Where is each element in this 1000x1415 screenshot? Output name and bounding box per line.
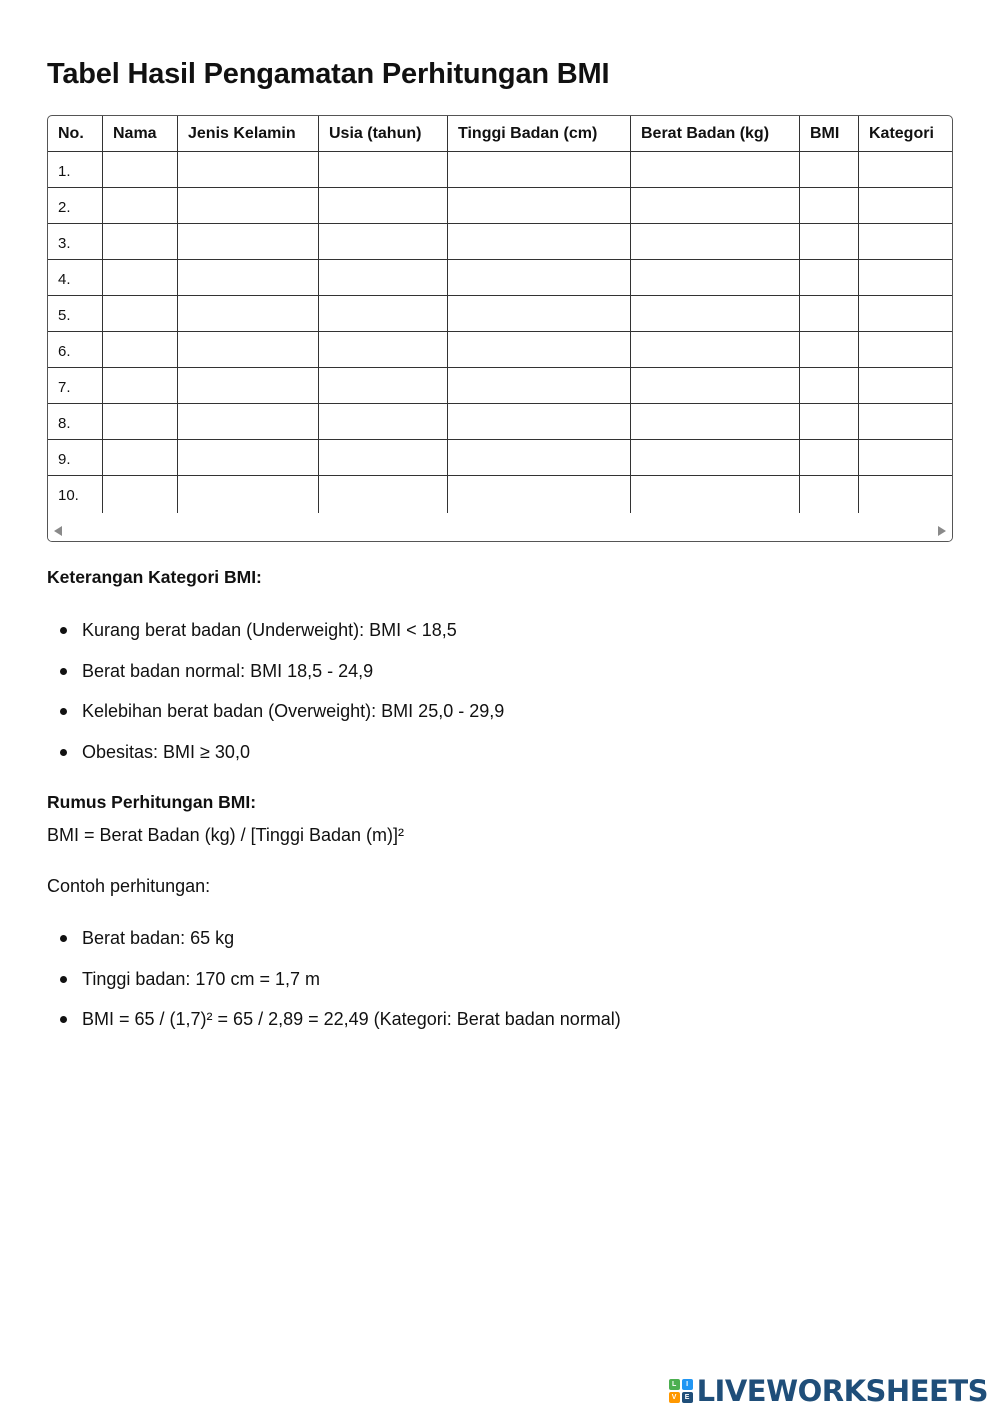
- cell-jenis-kelamin[interactable]: [178, 188, 319, 224]
- list-item: Berat badan normal: BMI 18,5 - 24,9: [47, 660, 504, 701]
- cell-nama[interactable]: [103, 152, 178, 188]
- cell-bmi[interactable]: [800, 188, 859, 224]
- cell-bmi[interactable]: [800, 440, 859, 476]
- list-item: Kurang berat badan (Underweight): BMI < 18,5: [47, 619, 504, 660]
- contoh-intro: Contoh perhitungan:: [47, 876, 211, 896]
- rumus-heading: Rumus Perhitungan BMI:: [47, 792, 257, 812]
- cell-tinggi-badan[interactable]: [448, 404, 631, 440]
- logo-text: LIVEWORKSHEETS: [696, 1374, 988, 1408]
- cell-tinggi-badan[interactable]: [448, 332, 631, 368]
- cell-tinggi-badan[interactable]: [448, 296, 631, 332]
- logo-mark-cell: V: [669, 1392, 680, 1403]
- cell-usia[interactable]: [319, 296, 448, 332]
- table-row: [48, 404, 954, 440]
- cell-bmi[interactable]: [800, 260, 859, 296]
- cell-jenis-kelamin[interactable]: [178, 260, 319, 296]
- cell-kategori[interactable]: [859, 224, 954, 260]
- cell-no: 8.: [48, 404, 103, 440]
- header-usia: Usia (tahun): [319, 116, 448, 152]
- cell-no: 1.: [48, 152, 103, 188]
- cell-usia[interactable]: [319, 152, 448, 188]
- cell-bmi[interactable]: [800, 368, 859, 404]
- cell-berat-badan[interactable]: [631, 188, 800, 224]
- header-nama: Nama: [103, 116, 178, 152]
- table-body: [48, 152, 954, 513]
- cell-usia[interactable]: [319, 224, 448, 260]
- cell-berat-badan[interactable]: [631, 152, 800, 188]
- cell-berat-badan[interactable]: [631, 368, 800, 404]
- cell-bmi[interactable]: [800, 152, 859, 188]
- cell-kategori[interactable]: [859, 152, 954, 188]
- list-item: Tinggi badan: 170 cm = 1,7 m: [47, 968, 621, 1009]
- table-row: [48, 188, 954, 224]
- cell-usia[interactable]: [319, 476, 448, 513]
- header-kategori: Kategori: [859, 116, 954, 152]
- cell-no: 9.: [48, 440, 103, 476]
- contoh-list: [47, 927, 621, 1049]
- table-row: [48, 224, 954, 260]
- cell-bmi[interactable]: [800, 224, 859, 260]
- cell-tinggi-badan[interactable]: [448, 368, 631, 404]
- cell-kategori[interactable]: [859, 404, 954, 440]
- table-header-row: [48, 116, 954, 152]
- cell-nama[interactable]: [103, 440, 178, 476]
- liveworksheets-logo: [669, 1374, 988, 1408]
- logo-mark-icon: [669, 1379, 693, 1403]
- table-row: [48, 296, 954, 332]
- header-no: No.: [48, 116, 103, 152]
- table-row: [48, 332, 954, 368]
- list-item: Obesitas: BMI ≥ 30,0: [47, 741, 504, 782]
- cell-tinggi-badan[interactable]: [448, 440, 631, 476]
- cell-jenis-kelamin[interactable]: [178, 224, 319, 260]
- cell-tinggi-badan[interactable]: [448, 188, 631, 224]
- cell-usia[interactable]: [319, 260, 448, 296]
- rumus-formula: BMI = Berat Badan (kg) / [Tinggi Badan (m)]²: [47, 825, 404, 845]
- cell-nama[interactable]: [103, 368, 178, 404]
- cell-jenis-kelamin[interactable]: [178, 296, 319, 332]
- cell-tinggi-badan[interactable]: [448, 152, 631, 188]
- cell-berat-badan[interactable]: [631, 404, 800, 440]
- table-row: [48, 152, 954, 188]
- cell-no: 10.: [48, 476, 103, 513]
- cell-usia[interactable]: [319, 404, 448, 440]
- cell-usia[interactable]: [319, 188, 448, 224]
- scroll-left-arrow-icon[interactable]: [54, 526, 62, 536]
- cell-berat-badan[interactable]: [631, 332, 800, 368]
- cell-nama[interactable]: [103, 260, 178, 296]
- cell-jenis-kelamin[interactable]: [178, 332, 319, 368]
- header-jenis-kelamin: Jenis Kelamin: [178, 116, 319, 152]
- cell-tinggi-badan[interactable]: [448, 260, 631, 296]
- cell-berat-badan[interactable]: [631, 476, 800, 513]
- horizontal-scrollbar[interactable]: [48, 522, 952, 541]
- header-bmi: BMI: [800, 116, 859, 152]
- table-row: [48, 440, 954, 476]
- cell-berat-badan[interactable]: [631, 260, 800, 296]
- list-item: Kelebihan berat badan (Overweight): BMI 25,0 - 29,9: [47, 700, 504, 741]
- cell-bmi[interactable]: [800, 404, 859, 440]
- cell-kategori[interactable]: [859, 440, 954, 476]
- cell-bmi[interactable]: [800, 296, 859, 332]
- cell-nama[interactable]: [103, 224, 178, 260]
- cell-no: 5.: [48, 296, 103, 332]
- cell-jenis-kelamin[interactable]: [178, 152, 319, 188]
- cell-kategori[interactable]: [859, 296, 954, 332]
- cell-jenis-kelamin[interactable]: [178, 476, 319, 513]
- cell-nama[interactable]: [103, 188, 178, 224]
- cell-jenis-kelamin[interactable]: [178, 368, 319, 404]
- cell-nama[interactable]: [103, 296, 178, 332]
- bmi-table: [47, 115, 953, 513]
- table-row: [48, 260, 954, 296]
- list-item: BMI = 65 / (1,7)² = 65 / 2,89 = 22,49 (Kategori: Berat badan normal): [47, 1008, 621, 1049]
- cell-no: 6.: [48, 332, 103, 368]
- cell-no: 7.: [48, 368, 103, 404]
- cell-berat-badan[interactable]: [631, 296, 800, 332]
- cell-kategori[interactable]: [859, 188, 954, 224]
- cell-bmi[interactable]: [800, 476, 859, 513]
- cell-tinggi-badan[interactable]: [448, 224, 631, 260]
- cell-berat-badan[interactable]: [631, 440, 800, 476]
- keterangan-list: [47, 619, 504, 781]
- logo-mark-cell: L: [669, 1379, 680, 1390]
- keterangan-heading: Keterangan Kategori BMI:: [47, 567, 262, 587]
- cell-kategori[interactable]: [859, 476, 954, 513]
- logo-mark-cell: E: [682, 1392, 693, 1403]
- page-title: Tabel Hasil Pengamatan Perhitungan BMI: [47, 58, 610, 90]
- cell-nama[interactable]: [103, 332, 178, 368]
- cell-tinggi-badan[interactable]: [448, 476, 631, 513]
- scroll-right-arrow-icon[interactable]: [938, 526, 946, 536]
- cell-berat-badan[interactable]: [631, 224, 800, 260]
- cell-kategori[interactable]: [859, 368, 954, 404]
- cell-bmi[interactable]: [800, 332, 859, 368]
- cell-no: 2.: [48, 188, 103, 224]
- list-item: Berat badan: 65 kg: [47, 927, 621, 968]
- header-tinggi-badan: Tinggi Badan (cm): [448, 116, 631, 152]
- cell-usia[interactable]: [319, 440, 448, 476]
- cell-nama[interactable]: [103, 404, 178, 440]
- cell-no: 4.: [48, 260, 103, 296]
- logo-mark-cell: I: [682, 1379, 693, 1390]
- cell-usia[interactable]: [319, 332, 448, 368]
- cell-nama[interactable]: [103, 476, 178, 513]
- cell-usia[interactable]: [319, 368, 448, 404]
- table-row: [48, 368, 954, 404]
- header-berat-badan: Berat Badan (kg): [631, 116, 800, 152]
- cell-jenis-kelamin[interactable]: [178, 440, 319, 476]
- cell-jenis-kelamin[interactable]: [178, 404, 319, 440]
- cell-kategori[interactable]: [859, 332, 954, 368]
- table-row: [48, 476, 954, 513]
- cell-kategori[interactable]: [859, 260, 954, 296]
- bmi-table-container[interactable]: [47, 115, 953, 542]
- cell-no: 3.: [48, 224, 103, 260]
